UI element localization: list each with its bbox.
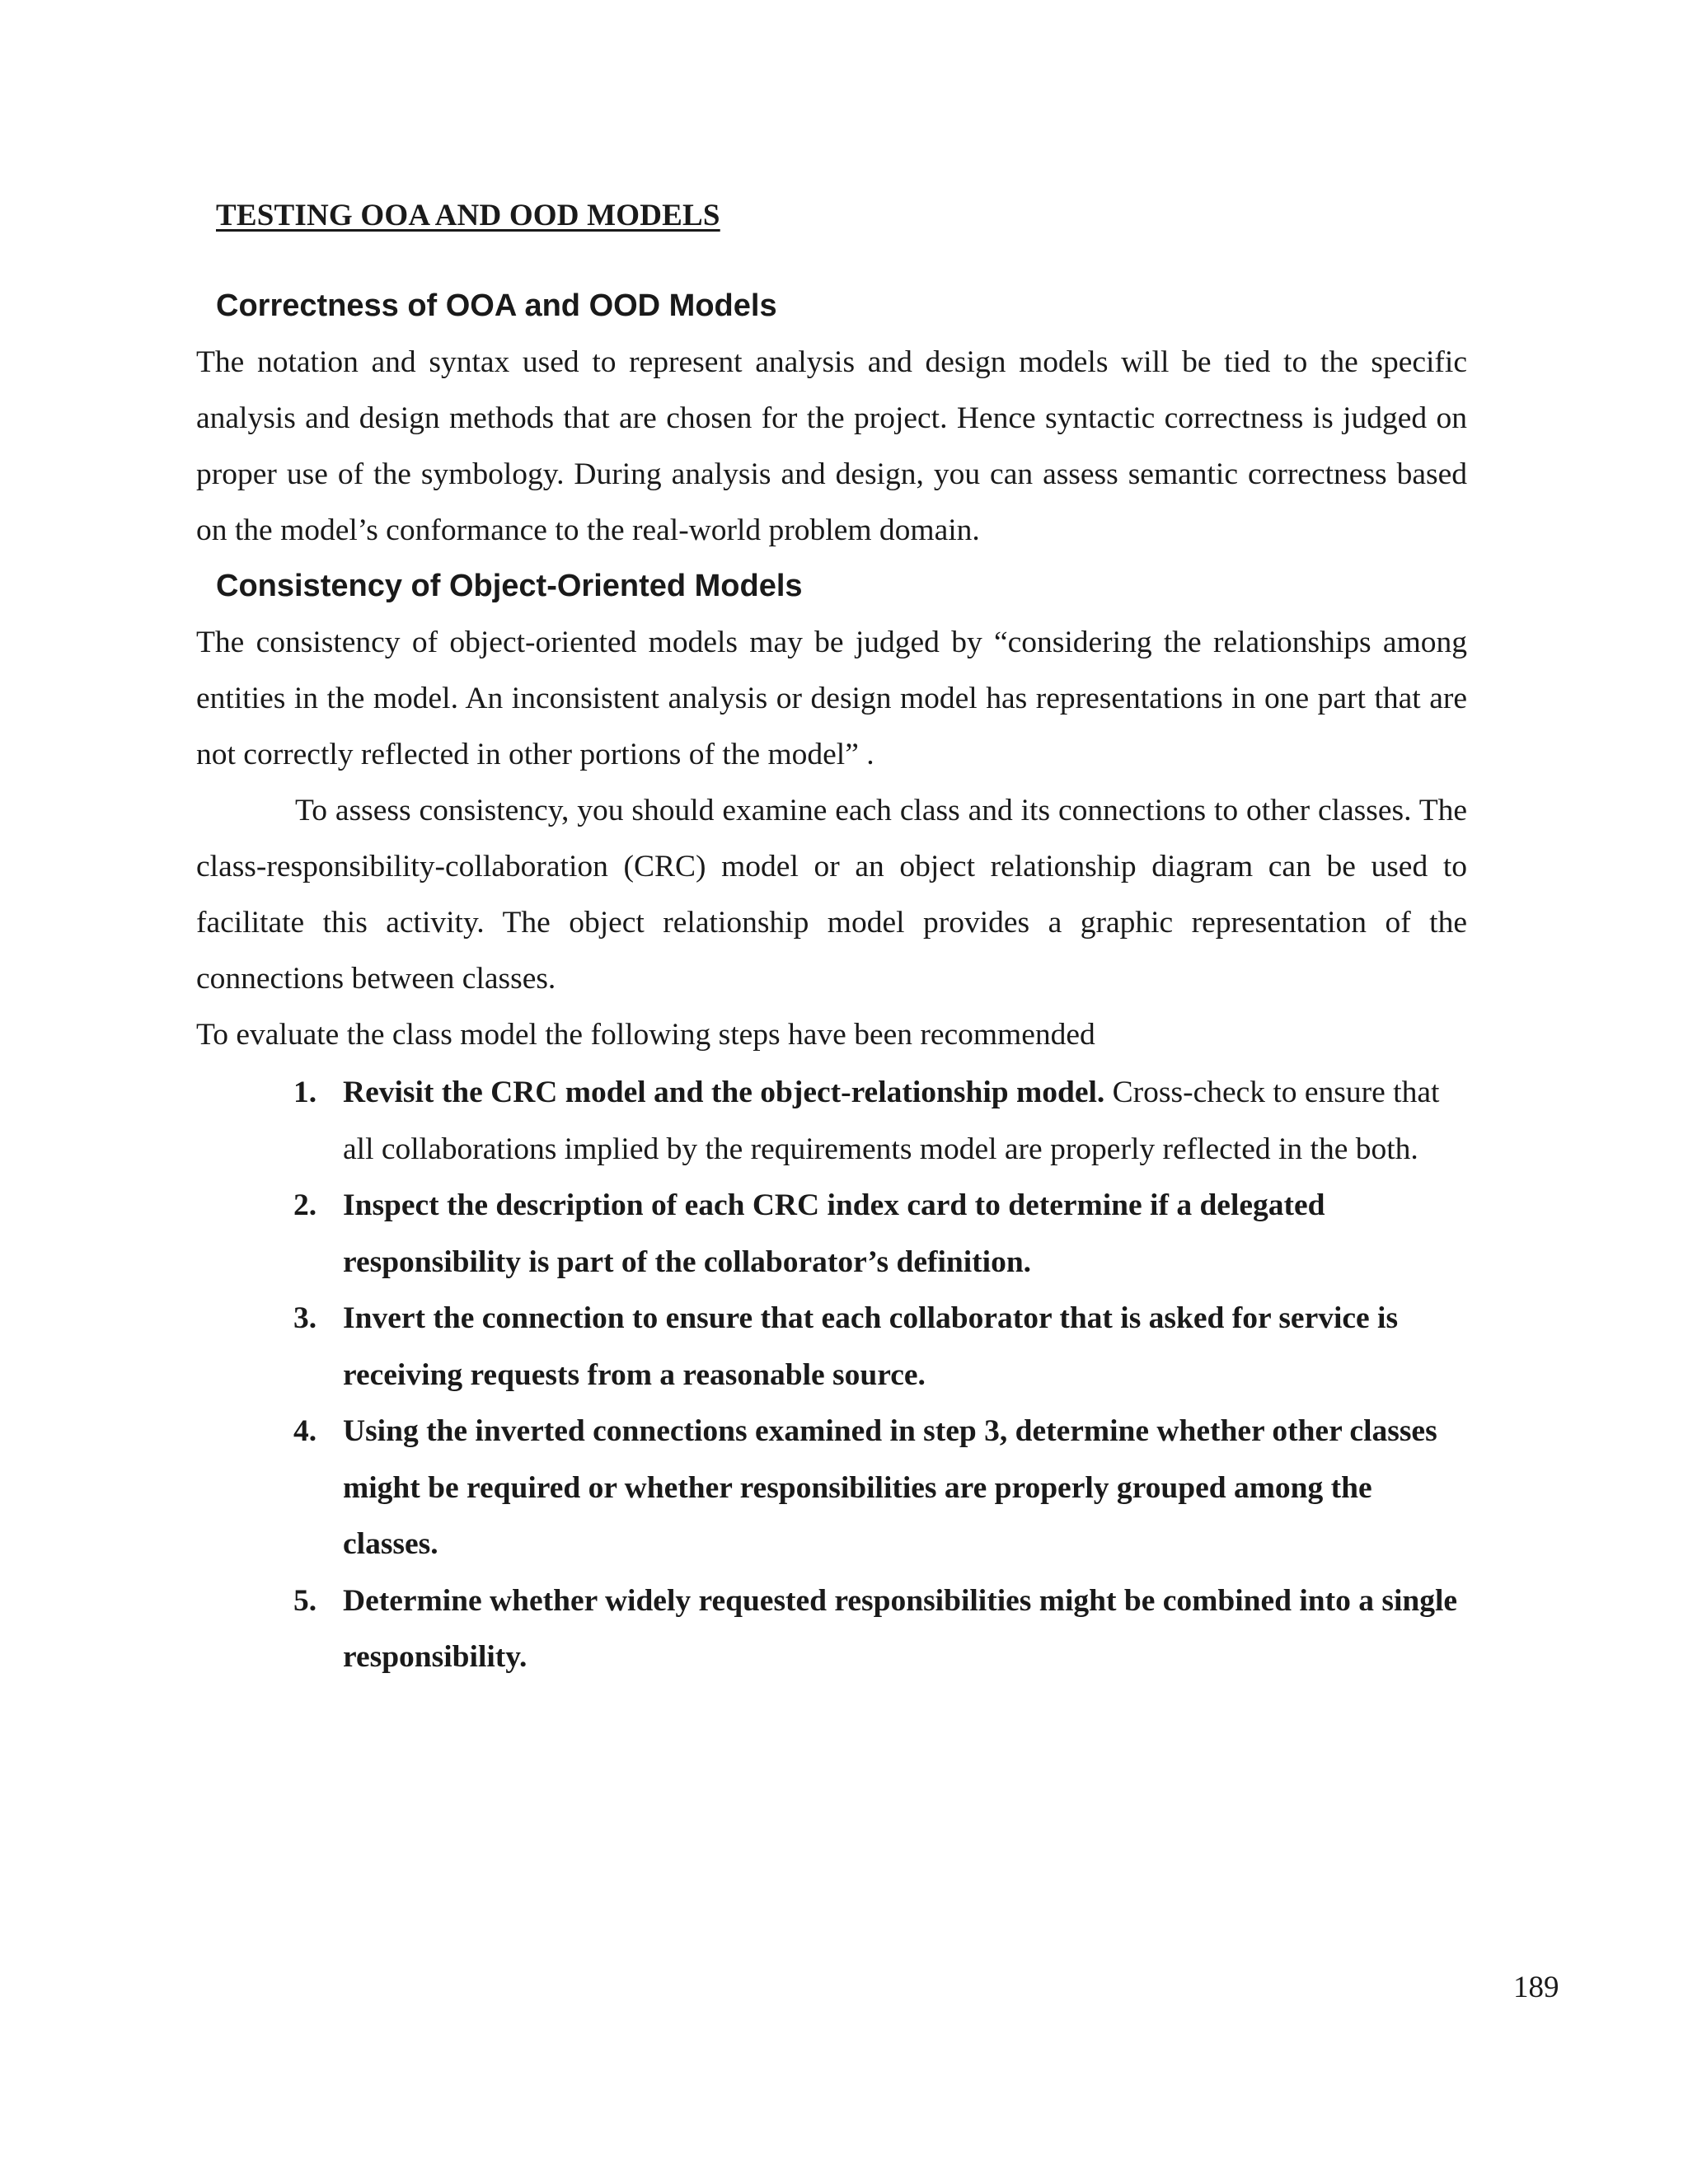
step-number: 5. <box>293 1583 317 1618</box>
step-bold-text: Invert the connection to ensure that each collaborator that is asked for service is receiving requests from a reasonable source. <box>343 1301 1399 1392</box>
step-bold-text: Inspect the description of each CRC index card to determine if a delegated responsibility is part of the collaborator’s definition. <box>343 1188 1325 1279</box>
page-title: TESTING OOA AND OOD MODELS <box>216 199 720 232</box>
step-bold-text: Determine whether widely requested responsibilities might be combined into a single responsibility. <box>343 1583 1458 1674</box>
list-item <box>293 1573 1467 1686</box>
step-number: 4. <box>293 1414 317 1448</box>
list-item <box>293 1404 1467 1573</box>
paragraph-correctness: The notation and syntax used to represent analysis and design models will be tied to the specific analysis and design methods that are chosen for the project. Hence syntactic correctness is judged on proper use of the symbology. During analysis and design, you can assess semantic correctness based on the model’s conformance to the real-world problem domain. <box>196 345 1467 547</box>
list-item <box>293 1291 1467 1404</box>
list-item <box>293 1178 1467 1291</box>
step-number: 1. <box>293 1076 317 1109</box>
step-bold-text: Using the inverted connections examined in step 3, determine whether other classes might be required or whether responsibilities are properly grouped among the classes. <box>343 1414 1437 1561</box>
step-text: Cross-check to ensure that all collaborations implied by the requirements model are properly reflected in the both. <box>343 1076 1440 1166</box>
evaluation-steps-list <box>293 1065 1467 1686</box>
paragraph-assess-consistency: To assess consistency, you should examine each class and its connections to other classes. The class-responsibility-collaboration (CRC) model or an object relationship diagram can be used to facilitate this activity. The object relationship model provides a graphic representation of the connections between classes. <box>196 794 1467 996</box>
step-number: 3. <box>293 1301 317 1335</box>
section-heading-correctness: Correctness of OOA and OOD Models <box>216 288 777 323</box>
list-item <box>293 1065 1467 1178</box>
step-bold-text: Revisit the CRC model and the object-relationship model. <box>343 1076 1105 1109</box>
paragraph-consistency: The consistency of object-oriented models may be judged by “considering the relationships among entities in the model. An inconsistent analysis or design model has representations in one part that are not correctly reflected in other portions of the model” . <box>196 626 1467 771</box>
page-number: 189 <box>1513 1971 1559 2004</box>
step-number: 2. <box>293 1188 317 1222</box>
section-heading-consistency: Consistency of Object-Oriented Models <box>216 569 803 603</box>
paragraph-evaluate-intro: To evaluate the class model the following steps have been recommended <box>196 1018 1095 1052</box>
